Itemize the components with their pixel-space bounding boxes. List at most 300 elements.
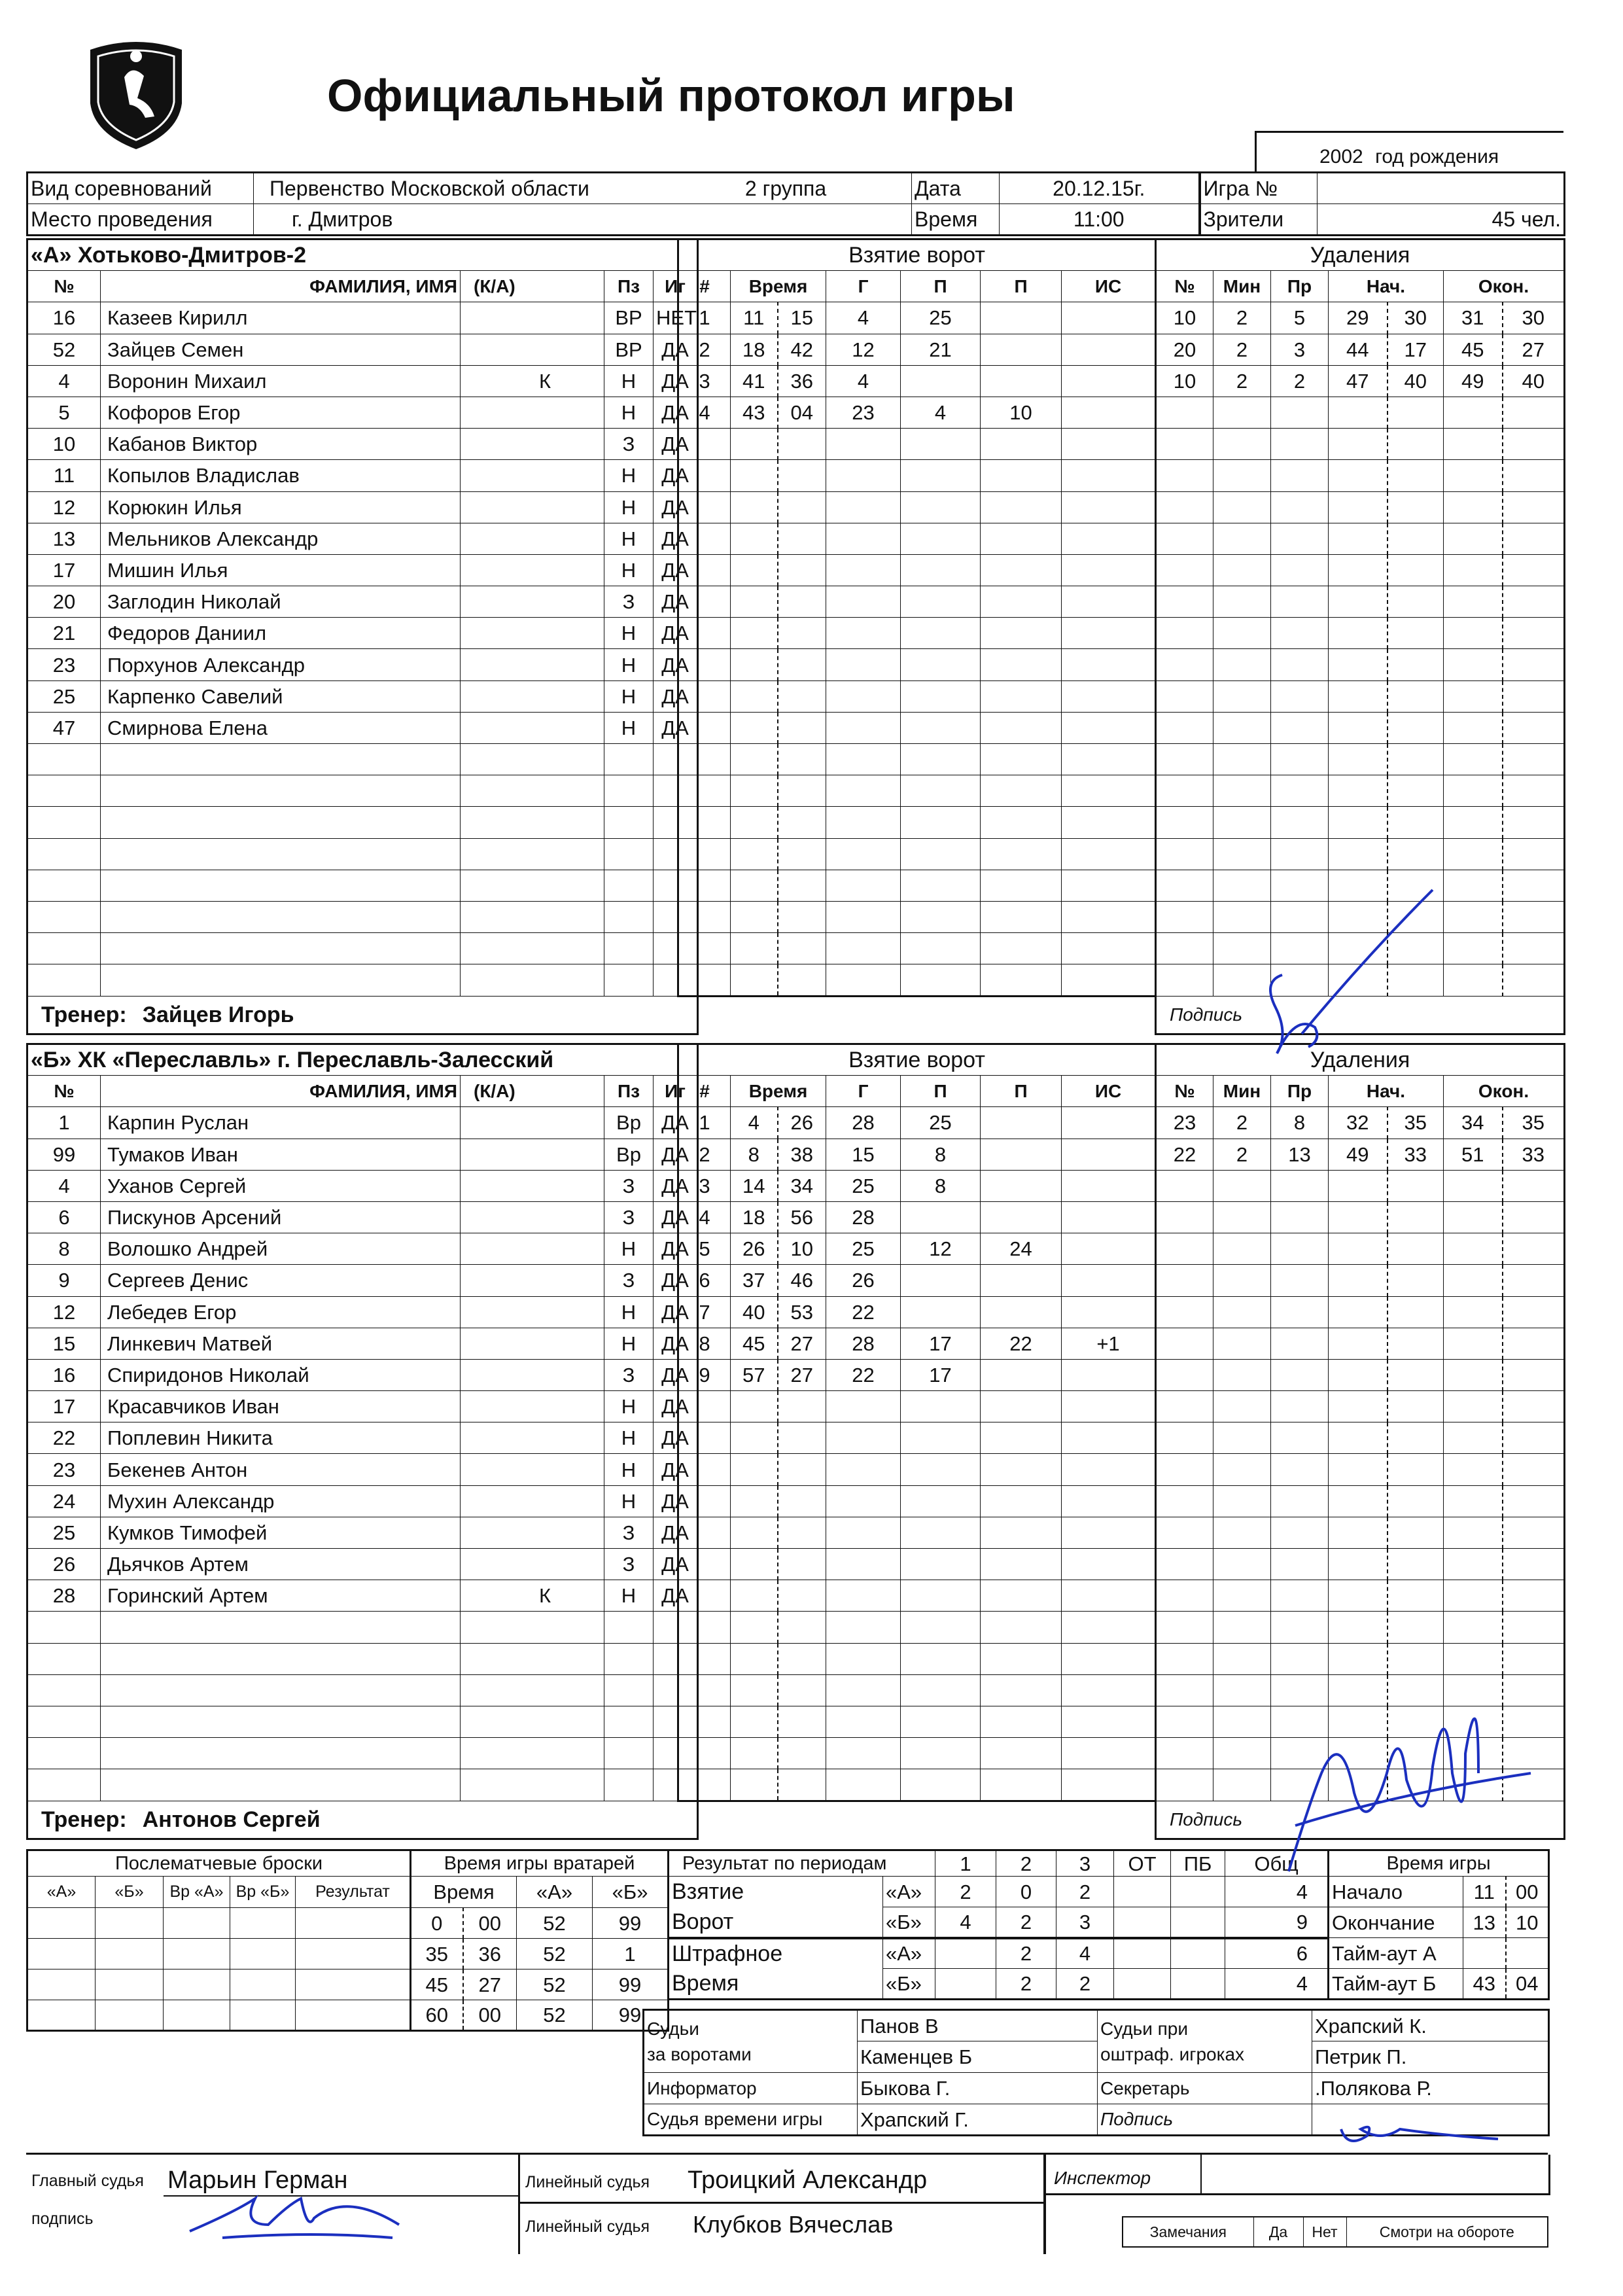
- penalty-start-sec: [1387, 1201, 1444, 1233]
- goal-assist-1: 25: [901, 302, 981, 334]
- table-row: [678, 1201, 1156, 1233]
- table-row: [1156, 838, 1565, 870]
- penalty-minutes: [1213, 1612, 1271, 1643]
- table-row: [1156, 744, 1565, 775]
- table-row: [678, 933, 1156, 964]
- player-captain-mark: [461, 1233, 604, 1265]
- goal-second: 10: [778, 1233, 826, 1265]
- table-row: [669, 1907, 1329, 1938]
- player-name: Карпин Руслан: [101, 1107, 461, 1139]
- player-name: [101, 838, 461, 870]
- player-number: [27, 1643, 101, 1674]
- goal-assist-1: [901, 964, 981, 996]
- penalty-player: [1156, 1769, 1213, 1801]
- goal-second: [778, 1454, 826, 1485]
- goal-number: [678, 1549, 731, 1580]
- col-ka: (К/А): [461, 271, 604, 302]
- period-row-label: Взятие: [669, 1877, 883, 1907]
- player-position: [604, 1674, 654, 1706]
- goal-assist-1: [901, 680, 981, 712]
- penalty-start-min: [1329, 491, 1387, 523]
- goal-assist-1: [901, 554, 981, 586]
- goal-scorer: 4: [826, 302, 901, 334]
- penalty-player: 10: [1156, 365, 1213, 397]
- secretary-value: .Полякова Р.: [1312, 2073, 1549, 2104]
- penalty-end-sec: [1503, 775, 1565, 807]
- penalty-start-sec: [1387, 807, 1444, 838]
- penalty-start-min: [1329, 1265, 1387, 1296]
- table-row: [678, 1612, 1156, 1643]
- penalty-player: [1156, 523, 1213, 554]
- player-number: 16: [27, 1359, 101, 1390]
- table-row: [678, 744, 1156, 775]
- table-row: [1156, 807, 1565, 838]
- goal-assist-2: [981, 1107, 1062, 1139]
- goal-assist-2: [981, 1643, 1062, 1674]
- player-position: Н: [604, 1580, 654, 1612]
- table-row: [27, 1170, 698, 1201]
- goal-assist-1: [901, 901, 981, 932]
- penalty-start-sec: [1387, 1170, 1444, 1201]
- period-value: 4: [1056, 1938, 1114, 1969]
- player-captain-mark: [461, 1201, 604, 1233]
- shootout-cell: [164, 2000, 230, 2031]
- penalty-player: 23: [1156, 1107, 1213, 1139]
- remarks-see-back: Смотри на обороте: [1346, 2217, 1548, 2247]
- game-time-label: Окончание: [1329, 1907, 1463, 1938]
- penalty-start-sec: 35: [1387, 1107, 1444, 1139]
- penalty-start-min: 29: [1329, 302, 1387, 334]
- goal-situation: [1062, 649, 1156, 680]
- period-team-label: «Б»: [883, 1907, 935, 1938]
- goal-situation: [1062, 1738, 1156, 1769]
- table-row: [678, 1107, 1156, 1139]
- penalty-start-sec: [1387, 680, 1444, 712]
- penalty-start-min: [1329, 649, 1387, 680]
- shootout-cell: [164, 1908, 230, 1939]
- game-time-sec: 04: [1506, 1969, 1549, 2000]
- penalty-end-min: [1444, 1359, 1503, 1390]
- col-no: №: [27, 271, 101, 302]
- penalty-reason: [1271, 712, 1329, 743]
- col-ka: (К/А): [461, 1076, 604, 1107]
- table-row: [678, 1643, 1156, 1674]
- goal-number: 2: [678, 334, 731, 365]
- penalty-minutes: [1213, 429, 1271, 460]
- gk-team-a: 52: [517, 2000, 593, 2031]
- goal-assist-2: [981, 807, 1062, 838]
- table-row: [27, 649, 698, 680]
- header-table: [26, 171, 1565, 236]
- goal-assist-1: [901, 523, 981, 554]
- player-number: 23: [27, 1454, 101, 1485]
- goal-scorer: [826, 933, 901, 964]
- col-pz: Пз: [604, 1076, 654, 1107]
- table-row: [27, 1391, 698, 1422]
- competition-value: Первенство Московской области 2 группа: [254, 173, 912, 204]
- player-name: Мельников Александр: [101, 523, 461, 554]
- player-plays: ДА: [654, 1296, 698, 1328]
- goal-assist-1: [901, 1391, 981, 1422]
- player-name: Кофоров Егор: [101, 397, 461, 428]
- penalty-end-min: [1444, 649, 1503, 680]
- goal-minute: 37: [731, 1265, 778, 1296]
- penalty-end-sec: [1503, 1517, 1565, 1548]
- penalty-minutes: [1213, 618, 1271, 649]
- player-position: Н: [604, 649, 654, 680]
- goal-assist-2: [981, 334, 1062, 365]
- shootout-cell: [230, 1939, 296, 1969]
- player-name: Пискунов Арсений: [101, 1201, 461, 1233]
- goal-assist-1: [901, 1296, 981, 1328]
- goal-situation: [1062, 1454, 1156, 1485]
- penalty-player: [1156, 586, 1213, 618]
- period-value: 2: [996, 1938, 1056, 1969]
- player-number: 17: [27, 554, 101, 586]
- col-time: Время: [731, 271, 826, 302]
- goal-number: [678, 618, 731, 649]
- goal-minute: [731, 649, 778, 680]
- player-number: [27, 838, 101, 870]
- penalty-reason: 8: [1271, 1107, 1329, 1139]
- table-row: [27, 2000, 411, 2031]
- player-number: 16: [27, 302, 101, 334]
- goal-scorer: [826, 1612, 901, 1643]
- player-plays: ДА: [654, 460, 698, 491]
- table-row: [1156, 618, 1565, 649]
- penalty-start-sec: [1387, 523, 1444, 554]
- penalty-player: [1156, 933, 1213, 964]
- goal-number: [678, 870, 731, 901]
- goal-scorer: [826, 491, 901, 523]
- goal-assist-1: [901, 1612, 981, 1643]
- goal-assist-2: [981, 302, 1062, 334]
- penalty-minutes: [1213, 1391, 1271, 1422]
- goal-second: [778, 807, 826, 838]
- goal-number: [678, 680, 731, 712]
- player-name: [101, 1769, 461, 1801]
- player-name: Казеев Кирилл: [101, 302, 461, 334]
- goal-second: [778, 1612, 826, 1643]
- shootout-cell: [27, 1939, 96, 1969]
- goal-number: 5: [678, 1233, 731, 1265]
- table-row: [678, 334, 1156, 365]
- penalty-reason: 13: [1271, 1139, 1329, 1170]
- player-name: Кумков Тимофей: [101, 1517, 461, 1548]
- player-number: [27, 744, 101, 775]
- player-captain-mark: [461, 1265, 604, 1296]
- penalty-player: [1156, 1612, 1213, 1643]
- goal-assist-2: [981, 365, 1062, 397]
- goal-second: [778, 1769, 826, 1801]
- period-value: [1171, 1938, 1225, 1969]
- player-name: Дьячков Артем: [101, 1549, 461, 1580]
- shootout-cell: [230, 1908, 296, 1939]
- player-name: [101, 901, 461, 932]
- player-number: 4: [27, 365, 101, 397]
- goal-minute: [731, 460, 778, 491]
- goal-scorer: 12: [826, 334, 901, 365]
- player-plays: ДА: [654, 1233, 698, 1265]
- penalty-start-min: [1329, 680, 1387, 712]
- penalty-player: [1156, 1170, 1213, 1201]
- table-row: [27, 1296, 698, 1328]
- table-row: [27, 334, 698, 365]
- goal-minute: [731, 744, 778, 775]
- goal-assist-2: [981, 838, 1062, 870]
- time-value: 11:00: [1000, 204, 1200, 236]
- penalty-end-sec: [1503, 1422, 1565, 1454]
- table-row: [678, 397, 1156, 428]
- goal-assist-1: [901, 1549, 981, 1580]
- goal-situation: [1062, 1769, 1156, 1801]
- player-name: [101, 775, 461, 807]
- goal-assist-1: [901, 870, 981, 901]
- penalty-player: [1156, 429, 1213, 460]
- player-plays: ДА: [654, 618, 698, 649]
- player-name: Зайцев Семен: [101, 334, 461, 365]
- period-row-label: Время: [669, 1969, 883, 2000]
- player-name: [101, 933, 461, 964]
- penalty-start-min: [1329, 1580, 1387, 1612]
- goal-minute: [731, 618, 778, 649]
- venue-label: Место проведения: [27, 204, 254, 236]
- goal-situation: [1062, 1580, 1156, 1612]
- game-time-sec: 10: [1506, 1907, 1549, 1938]
- player-number: [27, 1769, 101, 1801]
- penalty-start-sec: [1387, 1549, 1444, 1580]
- linesmen-box: [520, 2155, 1043, 2254]
- penalty-start-sec: [1387, 1485, 1444, 1517]
- goal-situation: [1062, 491, 1156, 523]
- penalty-end-sec: [1503, 1454, 1565, 1485]
- table-row: [678, 1454, 1156, 1485]
- table-row: [678, 1706, 1156, 1737]
- goal-assist-2: [981, 1391, 1062, 1422]
- penalty-start-min: [1329, 1391, 1387, 1422]
- team-b-name: «Б» ХК «Переславль» г. Переславль-Залесский: [27, 1044, 698, 1076]
- col-is: ИС: [1062, 271, 1156, 302]
- goal-situation: [1062, 1265, 1156, 1296]
- goal-minute: [731, 1612, 778, 1643]
- penalty-start-min: 44: [1329, 334, 1387, 365]
- penalty-end-sec: [1503, 680, 1565, 712]
- player-captain-mark: [461, 1170, 604, 1201]
- player-position: Н: [604, 460, 654, 491]
- penalty-minutes: [1213, 1359, 1271, 1390]
- goal-situation: [1062, 1612, 1156, 1643]
- player-position: З: [604, 1359, 654, 1390]
- goal-number: [678, 586, 731, 618]
- goal-minute: [731, 586, 778, 618]
- player-name: Волошко Андрей: [101, 1233, 461, 1265]
- penalty-start-min: [1329, 429, 1387, 460]
- player-number: 15: [27, 1328, 101, 1359]
- player-name: Линкевич Матвей: [101, 1328, 461, 1359]
- penalty-end-min: [1444, 680, 1503, 712]
- table-row: [1156, 491, 1565, 523]
- goal-minute: [731, 1517, 778, 1548]
- goal-assist-1: [901, 1485, 981, 1517]
- goal-number: [678, 807, 731, 838]
- player-captain-mark: [461, 1422, 604, 1454]
- player-position: З: [604, 1517, 654, 1548]
- chief-referee-value: Марьин Герман: [167, 2166, 348, 2194]
- penalty-start-min: [1329, 1328, 1387, 1359]
- game-time-min: 43: [1463, 1969, 1506, 2000]
- goal-minute: 18: [731, 334, 778, 365]
- shootout-cell: [96, 1908, 164, 1939]
- player-plays: ДА: [654, 397, 698, 428]
- penalty-start-min: [1329, 523, 1387, 554]
- penalty-start-sec: [1387, 1391, 1444, 1422]
- goal-scorer: [826, 964, 901, 996]
- col-end: Окон.: [1444, 271, 1565, 302]
- penalty-player: 20: [1156, 334, 1213, 365]
- col-time: Время: [731, 1076, 826, 1107]
- player-captain-mark: К: [461, 1580, 604, 1612]
- goal-assist-2: [981, 680, 1062, 712]
- goal-assist-2: 10: [981, 397, 1062, 428]
- penalty-reason: [1271, 491, 1329, 523]
- shootout-cell: [230, 1969, 296, 2000]
- shootout-cell: [296, 1908, 411, 1939]
- table-row: [1156, 397, 1565, 428]
- goal-minute: 8: [731, 1139, 778, 1170]
- inspector-divider: [1200, 2155, 1202, 2195]
- penalty-start-sec: 33: [1387, 1139, 1444, 1170]
- table-row: [1156, 1549, 1565, 1580]
- goal-number: [678, 649, 731, 680]
- penalty-end-min: [1444, 712, 1503, 743]
- player-plays: ДА: [654, 1139, 698, 1170]
- penalty-end-min: [1444, 1454, 1503, 1485]
- goal-second: [778, 838, 826, 870]
- table-row: [1156, 523, 1565, 554]
- goal-minute: [731, 429, 778, 460]
- remarks-yes[interactable]: Да: [1253, 2217, 1303, 2247]
- goal-scorer: [826, 901, 901, 932]
- team-a-coach: Зайцев Игорь: [142, 1002, 294, 1027]
- table-row: [678, 365, 1156, 397]
- player-position: [604, 901, 654, 932]
- team-a-name: «А» Хотьково-Дмитров-2: [27, 239, 698, 271]
- col-ig: Иг: [654, 271, 698, 302]
- period-value: 2: [996, 1907, 1056, 1938]
- goal-assist-1: [901, 429, 981, 460]
- goal-second: [778, 1549, 826, 1580]
- remarks-no[interactable]: Нет: [1303, 2217, 1346, 2247]
- penalty-player: [1156, 554, 1213, 586]
- gk-second: 27: [463, 1969, 517, 2000]
- table-row: [669, 1938, 1329, 1969]
- goal-assist-1: [901, 1769, 981, 1801]
- col-min: Мин: [1213, 271, 1271, 302]
- player-position: [604, 1769, 654, 1801]
- goal-number: [678, 523, 731, 554]
- player-name: Мишин Илья: [101, 554, 461, 586]
- table-row: [678, 680, 1156, 712]
- player-number: 99: [27, 1139, 101, 1170]
- goal-situation: [1062, 1170, 1156, 1201]
- player-plays: ДА: [654, 554, 698, 586]
- goal-minute: [731, 1738, 778, 1769]
- shootout-cell: [96, 1939, 164, 1969]
- col-end: Окон.: [1444, 1076, 1565, 1107]
- goal-minute: [731, 838, 778, 870]
- goal-assist-1: [901, 744, 981, 775]
- penalty-end-sec: [1503, 1485, 1565, 1517]
- goal-scorer: [826, 680, 901, 712]
- col-p2: П: [981, 1076, 1062, 1107]
- player-plays: ДА: [654, 680, 698, 712]
- penalty-end-min: [1444, 1170, 1503, 1201]
- penalty-end-min: [1444, 1485, 1503, 1517]
- goal-second: 27: [778, 1328, 826, 1359]
- table-row: [1156, 554, 1565, 586]
- player-position: [604, 744, 654, 775]
- penalty-end-min: [1444, 429, 1503, 460]
- goal-situation: [1062, 1706, 1156, 1737]
- team-b-coach-row: Тренер: Антонов Сергей: [27, 1801, 698, 1839]
- goal-situation: [1062, 1674, 1156, 1706]
- period-value: 3: [1056, 1907, 1114, 1938]
- gk-team-a: 52: [517, 1908, 593, 1939]
- player-number: [27, 1612, 101, 1643]
- player-name: [101, 1643, 461, 1674]
- period-value: 9: [1225, 1907, 1329, 1938]
- goal-number: [678, 1612, 731, 1643]
- box-judge-2: Петрик П.: [1312, 2041, 1549, 2073]
- penalty-minutes: [1213, 1580, 1271, 1612]
- goal-number: 4: [678, 397, 731, 428]
- player-captain-mark: [461, 1738, 604, 1769]
- penalty-start-sec: [1387, 554, 1444, 586]
- goal-number: [678, 1391, 731, 1422]
- team-b-goals: [677, 1043, 1157, 1802]
- penalty-reason: [1271, 1328, 1329, 1359]
- goal-scorer: [826, 1643, 901, 1674]
- penalty-end-min: [1444, 775, 1503, 807]
- penalty-minutes: [1213, 1233, 1271, 1265]
- table-row: [1329, 1969, 1549, 2000]
- secretary-label: Секретарь: [1098, 2073, 1312, 2104]
- penalty-end-min: 31: [1444, 302, 1503, 334]
- goal-number: [678, 1580, 731, 1612]
- table-row: [27, 302, 698, 334]
- penalty-end-sec: [1503, 1359, 1565, 1390]
- period-value: 2: [996, 1969, 1056, 2000]
- goal-assist-2: [981, 901, 1062, 932]
- table-row: [27, 1517, 698, 1548]
- goal-scorer: 25: [826, 1170, 901, 1201]
- goal-minute: [731, 1549, 778, 1580]
- penalty-start-sec: [1387, 1359, 1444, 1390]
- goal-assist-1: [901, 775, 981, 807]
- penalty-minutes: [1213, 1485, 1271, 1517]
- player-captain-mark: [461, 397, 604, 428]
- table-row: [678, 429, 1156, 460]
- goal-assist-2: [981, 429, 1062, 460]
- player-number: 6: [27, 1201, 101, 1233]
- penalty-player: [1156, 1391, 1213, 1422]
- penalty-minutes: [1213, 838, 1271, 870]
- goal-scorer: 28: [826, 1201, 901, 1233]
- goal-scorer: [826, 1706, 901, 1737]
- gk-team-a: 52: [517, 1939, 593, 1969]
- penalty-player: [1156, 1549, 1213, 1580]
- inspector-cell: [1046, 2155, 1550, 2195]
